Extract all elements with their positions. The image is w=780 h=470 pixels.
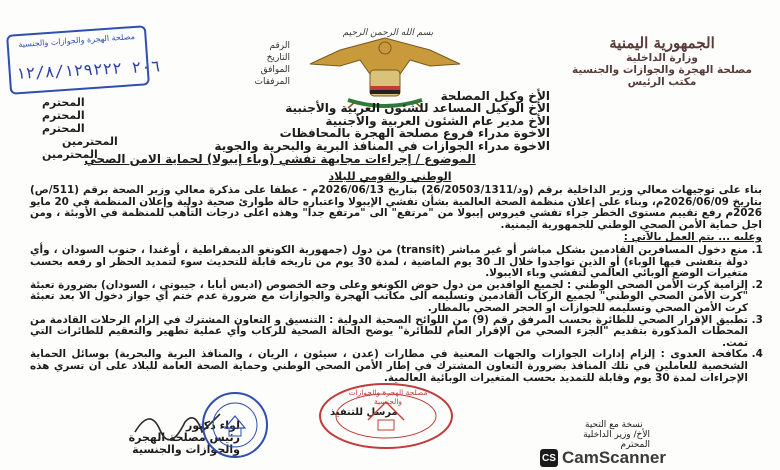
stamp-text: مصلحة الهجرة والجوازات والجنسية bbox=[18, 31, 136, 50]
letter-body bbox=[30, 185, 762, 384]
intro-paragraph: بناء على توجيهات معالي وزير الداخلية برقم (ود/26/20503/1311) بتاريخ 2026/06/13م - عطفا على مذكرة معالي وزير الصحة برقم (511/ص) بتاريخ 2026/06/09م، وبناء على إعلان منظمة الصحة العالمية بشأن تفشي الإيبولا واعتباره حالة طوارئ صحية دولية وإعلان المنظمة في 20 مايو 2026م رفع تقييم مستوى الخطر جراء تفشي فيروس إيبولا من "مرتفع" الى "مرتفع جدا" وهذه اعلى درجات التأهب للمنظمة في الأوبئة ، ومن اجل حماية الأمن الصحي الوطني للجمهورية اليمنية. bbox=[30, 184, 762, 231]
directive-item: 2. إلزامية كرت الأمن الصحي الوطني : لجميع الوافدين من دول حوض الكونغو وعلى وجه الخصوص (اديس أبابا ، جيبوتي ، السودان) بضرورة تعبئة "كرت الأمن الصحي الوطني" لجميع الركاب القادمين وتسليمه الى مكاتب الهجرة والجوازات مع ضرورة عدم ختم أي جواز دخول الا بعد تعبئة كرت الأمن الصحي وتسليمه للجوازات او الحجر الصحي بالمطار. bbox=[30, 280, 748, 315]
authority-line: مصلحة الهجرة والجوازات والجنسية bbox=[571, 64, 753, 76]
camscanner-watermark bbox=[540, 448, 720, 468]
subject-continuation: الوطني والقومي للبلاد bbox=[328, 170, 452, 183]
copy-label: نسخة مع التحية bbox=[585, 420, 643, 430]
ref-number-label: الرقم bbox=[269, 41, 290, 51]
honorific: المحترم bbox=[42, 122, 85, 135]
reference-labels bbox=[232, 40, 290, 88]
cc-block bbox=[560, 430, 650, 450]
directive-item: 3. تطبيق الإقرار الصحي للطائرة بحسب المرفق رقم (9) من اللوائح الصحية الدولية : التنسيق و التعاون المشترك في إلزام الرحلات القادمة من المحطات المذكورة بتقديم "الجزء الصحي من الإقرار العام للطائرة" يوضح الحالة الصحية للركاب وأي عملية تطهير والتعقيم للطائرات التي تمت. bbox=[30, 315, 748, 350]
ref-date-label: التاريخ bbox=[266, 53, 290, 63]
directive-item: 1. منع دخول المسافرين القادمين بشكل مباشر أو غير مباشر (transit) من دول (جمهورية الكونغو الديمقراطية ، أوغندا ، جنوب السودان ، وأي دولة يتفشى فيها الوباء) أو الذين تواجدوا خلال الـ 30 يوم الماضية ، لمدة 30 يوم من تاريخه قابلة للتحديث سوء لتمديد الحظر او رفعه بحسب متغيرات الوضع الوبائي العالمي لتفشي وباء الايبولا. bbox=[30, 245, 748, 280]
country-name: الجمهورية اليمنية bbox=[609, 34, 715, 52]
addressee: الاخوة مدراء فروع مصلحة الهجرة بالمحافظات bbox=[279, 126, 550, 141]
directives-heading: وعليه ... يتم العمل بالآتي : bbox=[623, 231, 762, 244]
cc-line: المحترم bbox=[620, 440, 650, 450]
addressee: الأخ مدير عام الشئون العربية والأجنبية bbox=[325, 113, 550, 128]
seal-text: مصلحة الهجرة والجوازات والجنسية bbox=[348, 388, 428, 406]
honorific: المحترمين bbox=[62, 135, 118, 148]
honorific: المحترمين bbox=[42, 148, 98, 161]
office-line: مكتب الرئيس bbox=[627, 76, 697, 88]
closing-text: مرسل للتنفيذ bbox=[330, 407, 398, 418]
addressee-list bbox=[170, 90, 550, 152]
addressee: الأخ وكيل المصلحة bbox=[440, 89, 550, 103]
camscanner-text: CamScanner bbox=[562, 448, 666, 467]
subject-line: الموضوع / إجراءات مجابهة تفشي (وباء إيبولا) لحماية الامن الصحي bbox=[84, 152, 476, 166]
ministry-line: وزارة الداخلية bbox=[626, 52, 698, 64]
honorific: المحترم bbox=[42, 96, 85, 109]
honorific: المحترم bbox=[42, 109, 85, 122]
directives-list bbox=[30, 245, 762, 384]
basmala: بسم الله الرحمن الرحيم bbox=[342, 28, 434, 38]
cc-line: الأخ/ وزير الداخلية bbox=[583, 430, 650, 440]
camscanner-logo-icon: CS bbox=[540, 449, 558, 467]
addressee: الأخ الوكيل المساعد للشئون العربية والأجنبية bbox=[285, 101, 550, 116]
sender-title-cont: والجوازات والجنسية bbox=[132, 443, 240, 456]
sender-title: رئيس مصلحة الهجرة bbox=[128, 431, 240, 444]
handwritten-reference: ٢٠٦ ١٢/٨/١٢٩٢٢٢ bbox=[15, 56, 161, 83]
official-seal-icon bbox=[200, 390, 270, 460]
sender-rank: لواء دكتور bbox=[185, 419, 240, 432]
directive-item: 4. مكافحة العدوى : إلزام إدارات الجوازات والجهات المعنية في مطارات (عدن ، سيئون ، الريان ، والمنافذ البرية والبحرية) بوسائل الحماية الشخصية للعاملين في تلك المنافذ بضرورة التعاون المشترك في إطار الأمن الصحي الوطني وحماية الصحة العامة للبلاد على ان تسري هذه الإجراءات لمدة 30 يوم وقابلة للتمديد بحسب المتغيرات الوبائية العالمية. bbox=[30, 349, 748, 384]
addressee: الاخوة مدراء الجوازات في المنافذ البرية والبحرية والجوية bbox=[214, 138, 550, 153]
ref-equivalent-label: الموافق bbox=[260, 65, 290, 75]
letterhead bbox=[562, 34, 762, 88]
ref-attachments-label: المرفقات bbox=[254, 77, 290, 87]
